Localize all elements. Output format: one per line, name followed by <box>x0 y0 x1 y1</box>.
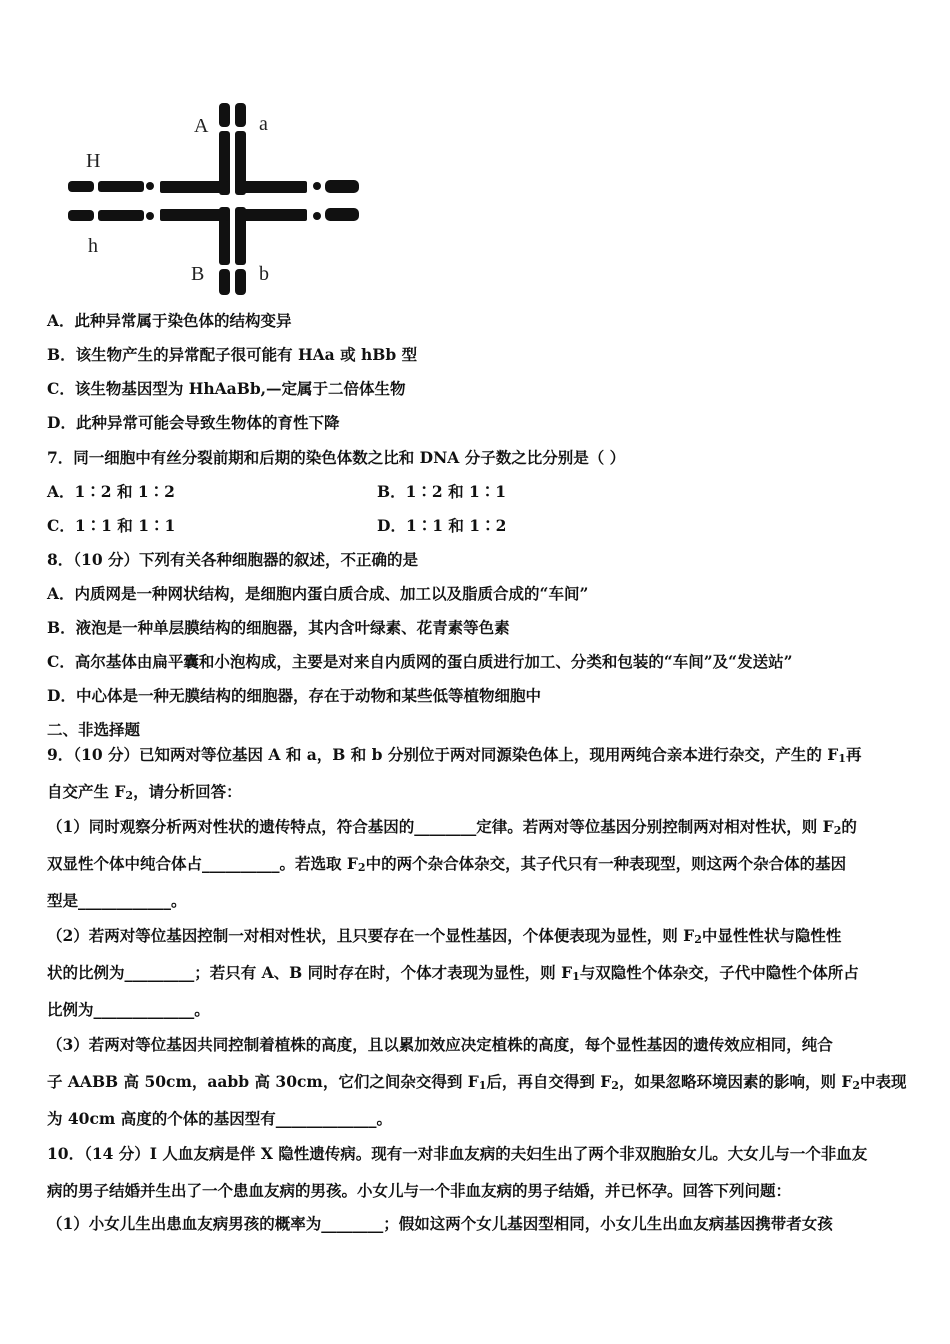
q6-option-b: B．该生物产生的异常配子很可能有 HAa 或 hBb 型 <box>47 345 418 364</box>
q10-part1-line1: （1）小女儿生出患血友病男孩的概率为________；假如这两个女儿基因型相同，小女儿生出血友病基因携带者女孩 <box>47 1214 833 1233</box>
gene-label-h: h <box>88 235 98 257</box>
q9-part1-line1: （1）同时观察分析两对性状的遗传特点，符合基因的________定律。若两对等位基因分别控制两对相对性状，则 F2的 <box>47 817 857 837</box>
q6-option-c: C．该生物基因型为 HhAaBb,—定属于二倍体生物 <box>47 379 406 398</box>
q6-option-a: A．此种异常属于染色体的结构变异 <box>47 311 292 330</box>
q8-option-a: A．内质网是一种网状结构，是细胞内蛋白质合成、加工以及脂质合成的“车间” <box>47 584 589 603</box>
q9-part1-line3: 型是____________。 <box>47 891 187 910</box>
q8-option-b: B．液泡是一种单层膜结构的细胞器，其内含叶绿素、花青素等色素 <box>47 618 510 637</box>
q7-option-a: A．1∶2 和 1∶2 <box>47 482 175 501</box>
q9-part3-line1: （3）若两对等位基因共同控制着植株的高度，且以累加效应决定植株的高度，每个显性基因的遗传效应相同，纯合 <box>47 1035 833 1054</box>
gene-label-a: a <box>259 113 268 135</box>
q7-stem: 7．同一细胞中有丝分裂前期和后期的染色体数之比和 DNA 分子数之比分别是（ ） <box>47 448 626 467</box>
chromosome-shapes <box>68 103 359 295</box>
q9-part1-line2: 双显性个体中纯合体占__________。若选取 F2中的两个杂合体杂交，其子代只有一种表现型，则这两个杂合体的基因 <box>47 854 847 874</box>
centromere-gap <box>231 181 234 221</box>
q6-option-d: D．此种异常可能会导致生物体的育性下降 <box>47 413 340 432</box>
gene-label-A: A <box>194 115 209 137</box>
chromosome-translocation-figure <box>60 95 380 305</box>
q8-stem: 8．（10 分）下列有关各种细胞器的叙述，不正确的是 <box>47 550 419 569</box>
q9-part2-line3: 比例为_____________。 <box>47 1000 210 1019</box>
q9-stem-line1: 9．（10 分）已知两对等位基因 A 和 a，B 和 b 分别位于两对同源染色体上，现用两纯合亲本进行杂交，产生的 F1再 <box>47 745 862 765</box>
gene-label-H: H <box>86 150 101 172</box>
q9-part3-line2: 子 AABB 高 50cm，aabb 高 30cm，它们之间杂交得到 F1后，再自交得到 F2，如果忽略环境因素的影响，则 F2中表现 <box>47 1072 907 1092</box>
q9-part2-line2: 状的比例为_________；若只有 A、B 同时存在时，个体才表现为显性，则 F1与双隐性个体杂交，子代中隐性个体所占 <box>47 963 859 983</box>
section-heading: 二、非选择题 <box>47 720 141 739</box>
q10-stem-line2: 病的男子结婚并生出了一个患血友病的男孩。小女儿与一个非血友病的男子结婚，并已怀孕。回答下列问题： <box>47 1181 792 1200</box>
q9-part2-line1: （2）若两对等位基因控制一对相对性状，且只要存在一个显性基因，个体便表现为显性，则 F2中显性性状与隐性性 <box>47 926 842 946</box>
gene-label-b: b <box>259 263 269 285</box>
gene-label-B: B <box>191 263 205 285</box>
q7-option-d: D．1∶1 和 1∶2 <box>377 516 507 535</box>
q10-stem-line1: 10．（14 分）I 人血友病是伴 X 隐性遗传病。现有一对非血友病的夫妇生出了两个非双胞胎女儿。大女儿与一个非血友 <box>47 1144 868 1163</box>
q9-stem-line2: 自交产生 F2，请分析回答： <box>47 782 242 802</box>
q9-part3-line3: 为 40cm 高度的个体的基因型有_____________。 <box>47 1109 392 1128</box>
q7-option-c: C．1∶1 和 1∶1 <box>47 516 176 535</box>
q8-option-d: D．中心体是一种无膜结构的细胞器，存在于动物和某些低等植物细胞中 <box>47 686 541 705</box>
q7-option-b: B．1∶2 和 1∶1 <box>377 482 507 501</box>
q8-option-c: C．高尔基体由扁平囊和小泡构成，主要是对来自内质网的蛋白质进行加工、分类和包装的“车间”及“发送站” <box>47 652 793 671</box>
